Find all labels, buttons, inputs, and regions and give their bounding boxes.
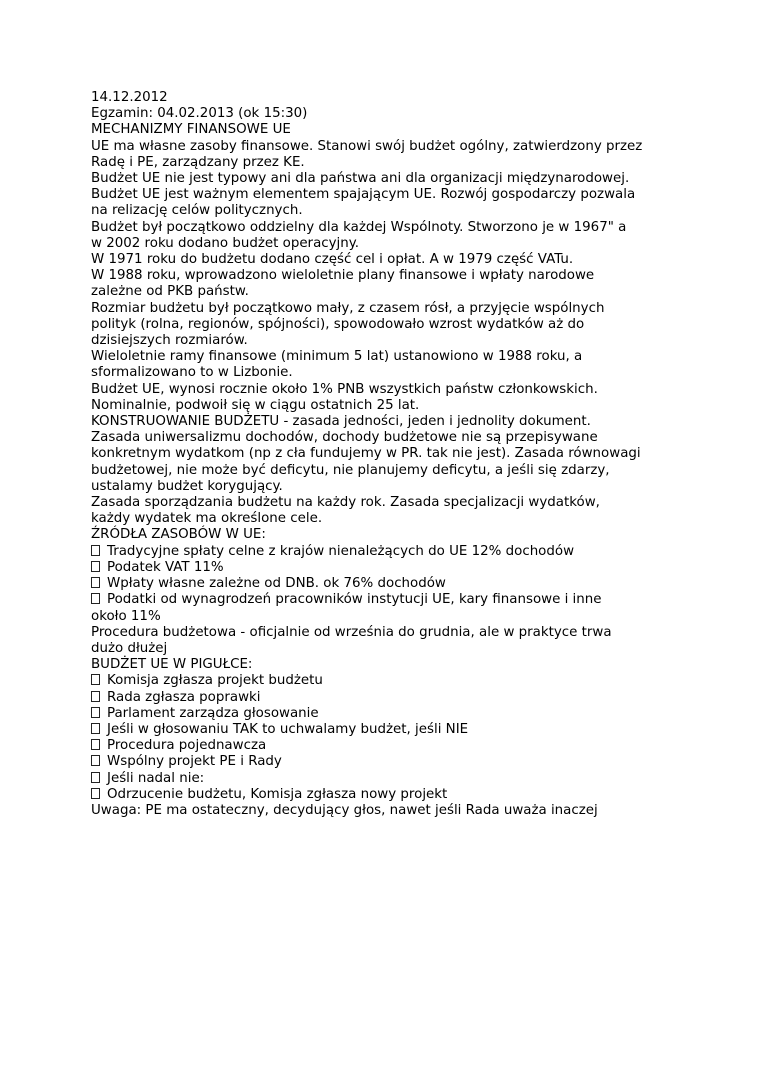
missing-glyph-box-icon: [91, 739, 100, 750]
list-item-text: Komisja zgłasza projekt budżetu: [107, 673, 323, 689]
text-line: w 2002 roku dodano budżet operacyjny.: [91, 235, 360, 251]
exam-date-line: Egzamin: 04.02.2013 (ok 15:30): [91, 106, 308, 122]
section-heading: BUDŻET UE W PIGUŁCE:: [91, 657, 253, 673]
text-line: Budżet UE nie jest typowy ani dla państwa ani dla organizacji międzynarodowej.: [91, 171, 630, 187]
list-item-text: Podatek VAT 11%: [107, 559, 224, 575]
missing-glyph-box-icon: [91, 691, 100, 702]
list-item-text: Procedura pojednawcza: [107, 738, 267, 754]
text-line: dużo dłużej: [91, 640, 168, 656]
text-line: Zasada sporządzania budżetu na każdy rok. Zasada specjalizacji wydatków,: [91, 495, 600, 511]
text-line: budżetowej, nie może być deficytu, nie planujemy deficytu, a jeśli się zdarzy,: [91, 462, 610, 478]
missing-glyph-box-icon: [91, 545, 100, 556]
text-line: Nominalnie, podwoił się w ciągu ostatnich 25 lat.: [91, 397, 420, 413]
text-line: Wieloletnie ramy finansowe (minimum 5 lat) ustanowiono w 1988 roku, a: [91, 349, 583, 365]
text-line: sformalizowano to w Lizbonie.: [91, 365, 293, 381]
missing-glyph-box-icon: [91, 674, 100, 685]
list-item: [91, 592, 691, 608]
list-item: [91, 738, 691, 754]
list-item-text: Odrzucenie budżetu, Komisja zgłasza nowy projekt: [107, 786, 448, 802]
text-line: Zasada uniwersalizmu dochodów, dochody budżetowe nie są przepisywane: [91, 430, 598, 446]
text-line: Procedura budżetowa - oficjalnie od września do grudnia, ale w praktyce trwa: [91, 624, 612, 640]
list-item-text: Rada zgłasza poprawki: [107, 689, 261, 705]
list-item-text: Jeśli nadal nie:: [107, 770, 205, 786]
section-heading: KONSTRUOWANIE BUDŻETU - zasada jedności, jeden i jednolity dokument.: [91, 414, 591, 430]
list-item-text: Wspólny projekt PE i Rady: [107, 754, 282, 770]
list-item: [91, 787, 691, 803]
list-item: [91, 706, 691, 722]
text-line: zależne od PKB państw.: [91, 284, 249, 300]
missing-glyph-box-icon: [91, 707, 100, 718]
text-line: Budżet był początkowo oddzielny dla każdej Wspólnoty. Stworzono je w 1967" a: [91, 219, 627, 235]
text-line: na relizację celów politycznych.: [91, 203, 303, 219]
missing-glyph-box-icon: [91, 723, 100, 734]
list-item: [91, 576, 691, 592]
text-line: dzisiejszych rozmiarów.: [91, 333, 248, 349]
missing-glyph-box-icon: [91, 561, 100, 572]
section-heading: ŹRÓDŁA ZASOBÓW W UE:: [91, 527, 266, 543]
text-line: W 1971 roku do budżetu dodano część cel i opłat. A w 1979 część VATu.: [91, 252, 574, 268]
list-item: [91, 673, 691, 689]
section-heading: MECHANIZMY FINANSOWE UE: [91, 122, 291, 138]
missing-glyph-box-icon: [91, 788, 100, 799]
date-line: 14.12.2012: [91, 90, 168, 105]
list-item: [91, 690, 691, 706]
text-line: Rozmiar budżetu był początkowo mały, z czasem rósł, a przyjęcie wspólnych: [91, 300, 605, 316]
text-line: Radę i PE, zarządzany przez KE.: [91, 154, 305, 170]
list-item-text: Wpłaty własne zależne od DNB. ok 76% dochodów: [107, 576, 446, 592]
text-line: W 1988 roku, wprowadzono wieloletnie plany finansowe i wpłaty narodowe: [91, 268, 595, 284]
text-line: Budżet UE jest ważnym elementem spajającym UE. Rozwój gospodarczy pozwala: [91, 187, 636, 203]
missing-glyph-box-icon: [91, 772, 100, 783]
list-item: [91, 754, 691, 770]
text-line: ustalamy budżet korygujący.: [91, 478, 283, 494]
missing-glyph-box-icon: [91, 755, 100, 766]
text-line: polityk (rolna, regionów, spójności), spowodowało wzrost wydatków aż do: [91, 316, 585, 332]
list-item: [91, 771, 691, 787]
missing-glyph-box-icon: [91, 593, 100, 604]
text-line: konkretnym wydatkom (np z cła fundujemy w PR. tak nie jest). Zasada równowagi: [91, 446, 641, 462]
text-line: UE ma własne zasoby finansowe. Stanowi swój budżet ogólny, zatwierdzony przez: [91, 138, 643, 154]
note-line: Uwaga: PE ma ostateczny, decydujący głos, nawet jeśli Rada uważa inaczej: [91, 802, 598, 818]
text-line: każdy wydatek ma określone cele.: [91, 511, 323, 527]
list-item-continuation: około 11%: [91, 608, 161, 624]
missing-glyph-box-icon: [91, 577, 100, 588]
list-item: [91, 560, 691, 576]
list-item: [91, 544, 691, 560]
list-item-text: Podatki od wynagrodzeń pracowników instytucji UE, kary finansowe i inne: [107, 592, 602, 608]
text-line: Budżet UE, wynosi rocznie około 1% PNB wszystkich państw członkowskich.: [91, 381, 598, 397]
list-item-text: Tradycyjne spłaty celne z krajów nienależących do UE 12% dochodów: [107, 543, 575, 559]
document-body: [91, 90, 691, 819]
list-item: [91, 722, 691, 738]
list-item-text: Jeśli w głosowaniu TAK to uchwalamy budżet, jeśli NIE: [107, 721, 469, 737]
list-item-text: Parlament zarządza głosowanie: [107, 705, 319, 721]
